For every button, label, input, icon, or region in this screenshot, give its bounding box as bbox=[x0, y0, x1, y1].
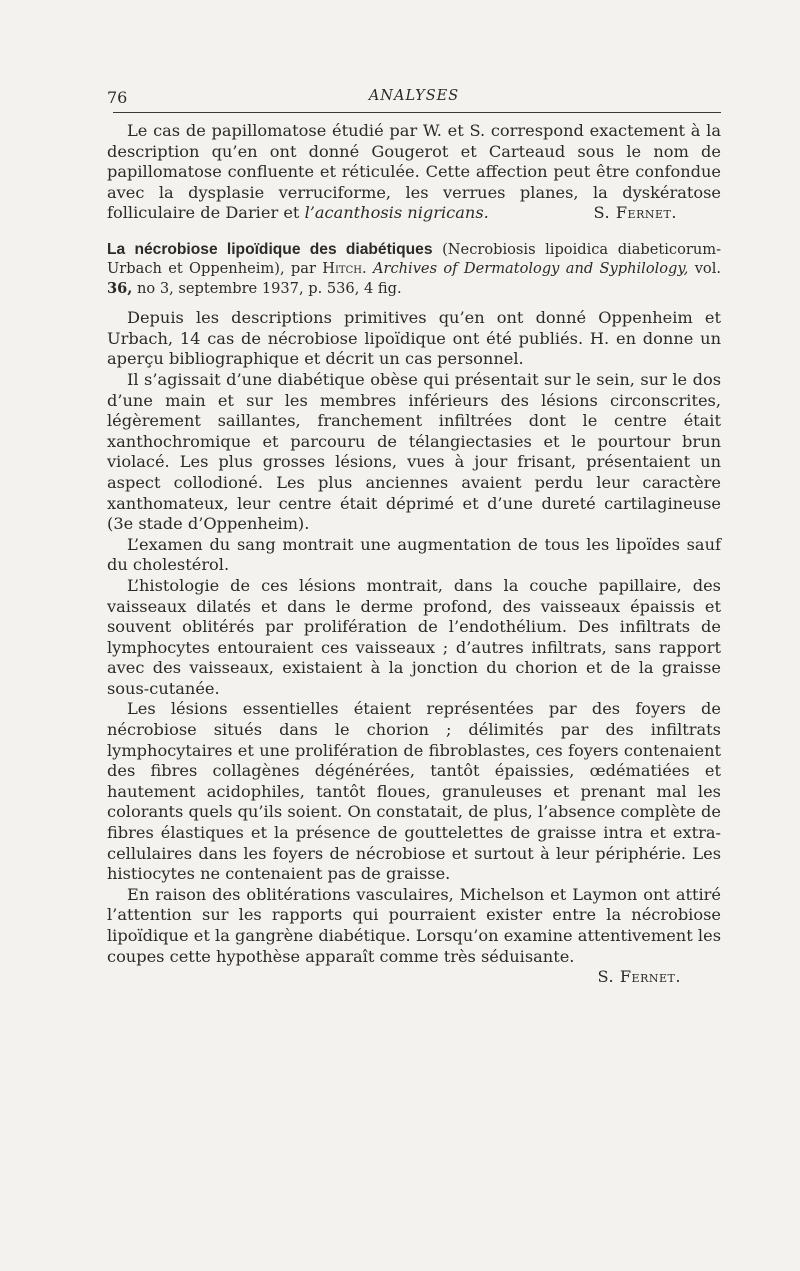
previous-review-italic: l’acanthosis nigricans. bbox=[304, 203, 489, 223]
previous-review-paragraph bbox=[107, 121, 721, 224]
final-signature: S. Fernet. bbox=[597, 967, 681, 987]
body-paragraph-3: L’examen du sang montrait une augmentation de tous les lipoïdes sauf du cholestérol. bbox=[107, 534, 721, 575]
reference-author: Hitch. bbox=[322, 260, 367, 278]
page-header bbox=[107, 82, 721, 112]
body-paragraph-6: En raison des oblitérations vasculaires, Michelson et Laymon ont attiré l’attention sur les rapports qui pourraient exister entre la nécrobiose lipoïdique et la gangrène diabétique. Lorsqu’on examine attentivement les coupes cette hypothèse apparaît comme très séduisante. bbox=[107, 884, 721, 966]
review-body bbox=[107, 308, 721, 988]
running-title: ANALYSES bbox=[368, 88, 460, 104]
reference-vol-prefix: vol. bbox=[694, 260, 722, 278]
body-paragraph-4: L’histologie de ces lésions montrait, dans la couche papillaire, des vaisseaux dilatés et dans le derme profond, des vaisseaux épaissis et souvent oblitérés par prolifération de l’endothélium. Des infiltrats de lymphocytes entouraient ces vaisseaux ; d’autres infiltrats, sans rapport avec des vaisseaux, existaient à la jonction du chorion et de la graisse sous-cutanée. bbox=[107, 575, 721, 698]
body-paragraph-1: Depuis les descriptions primitives qu’en ont donné Oppenheim et Urbach, 14 cas de nécrobiose lipoïdique ont été publiés. H. en donne un aperçu bibliographique et décrit un cas personnel. bbox=[107, 308, 721, 369]
reference-volume: 36, bbox=[107, 279, 133, 297]
reference-journal: Archives of Dermatology and Syphilology, bbox=[372, 260, 689, 278]
body-paragraph-5: Les lésions essentielles étaient représentées par des foyers de nécrobiose situés dans le chorion ; délimités par des infiltrats lymphocytaires et une prolifération de fibroblastes, ces foyers contenaient des fibres collagènes dégénérées, tantôt épaissies, œdématiées et hautement acidophiles, tantôt floues, granuleuses et prenant mal les colorants quels qu’ils soient. On constatait, de plus, l’absence complète de fibres élastiques et la présence de gouttelettes de graisse intra et extra-cellulaires dans les foyers de nécrobiose et surtout à leur périphérie. Les histiocytes ne contenaient pas de graisse. bbox=[107, 699, 721, 884]
previous-review-signature: S. Fernet. bbox=[593, 203, 677, 223]
reference-latin: (Necrobiosis lipoidica diabeticorum-Urbach et Oppenheim), par bbox=[107, 240, 722, 278]
reference-title: La nécrobiose lipoïdique des diabétiques bbox=[107, 240, 433, 258]
reference-entry bbox=[107, 240, 721, 298]
page bbox=[107, 82, 721, 988]
body-paragraph-2: Il s’agissait d’une diabétique obèse qui présentait sur le sein, sur le dos d’une main et sur les membres inférieurs des lésions circonscrites, légèrement saillantes, franchement infiltrées dont le centre était xanthochromique et parcouru de télangiectasies et le pourtour brun violacé. Les plus grosses lésions, vues à jour frisant, présentaient un aspect collodioné. Les plus anciennes avaient perdu leur caractère xanthomateux, leur centre était déprimé et d’une dureté cartilagineuse (3e stade d’Oppenheim). bbox=[107, 369, 721, 534]
header-rule bbox=[113, 112, 721, 113]
reference-details: no 3, septembre 1937, p. 536, 4 fig. bbox=[137, 279, 402, 297]
previous-review-text: Le cas de papillomatose étudié par W. et S. correspond exactement à la description qu’en ont donné Gougerot et Carteaud sous le nom de papillomatose confluente et réticulée. Cette affection peut être confondue avec la dysplasie verruciforme, les verrues planes, la dyskératose folliculaire de Darier et bbox=[107, 121, 721, 223]
page-number: 76 bbox=[107, 88, 128, 107]
